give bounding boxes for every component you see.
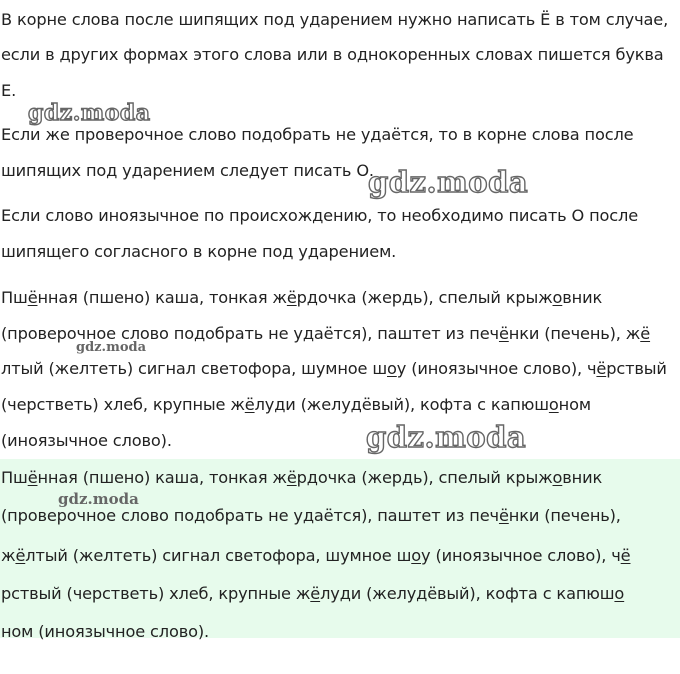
rule-text (0, 0, 680, 275)
underlined-letter: ё (620, 546, 631, 565)
text-segment: нная (пшено) каша, тонкая ж (37, 468, 287, 487)
watermark-logo: gdz.moda (368, 165, 529, 199)
text-segment: рствый (черстветь) хлеб, крупные ж (1, 584, 311, 603)
underlined-letter: о (548, 395, 559, 414)
answer-block (0, 459, 680, 641)
exercise-line (1, 286, 602, 310)
text-segment: вник (562, 288, 603, 307)
text-segment: вник (562, 468, 603, 487)
underlined-letter: ё (498, 506, 509, 525)
answer-line (1, 620, 209, 644)
underlined-letter: о (614, 584, 625, 603)
rule-line: Если слово иноязычное по происхождению, то необходимо писать О после (1, 206, 639, 225)
text-segment: лтый (желтеть) сигнал светофора, шумное ш (1, 359, 387, 378)
rule-line: В корне слова после шипящих под ударением нужно написать Ё в том случае, (1, 10, 669, 29)
text-segment: рдочка (жердь), спелый крыж (296, 468, 553, 487)
text-segment: (проверочное слово подобрать не удаётся), паштет из печ (1, 324, 499, 343)
text-segment: Пш (1, 288, 28, 307)
rule-line: если в других формах этого слова или в однокоренных словах пишется буква (1, 45, 664, 64)
rule-line: Если же проверочное слово подобрать не удаётся, то в корне слова после (1, 125, 634, 144)
text-segment: (проверочное слово подобрать не удаётся), паштет из печ (1, 506, 499, 525)
underlined-letter: о (552, 288, 563, 307)
text-segment: рдочка (жердь), спелый крыж (296, 288, 553, 307)
underlined-letter: ё (27, 288, 38, 307)
watermark-logo: gdz.moda (28, 100, 151, 126)
underlined-letter: ё (27, 468, 38, 487)
underlined-letter: о (411, 546, 422, 565)
text-segment: ж (1, 546, 16, 565)
text-segment: луди (желудёвый), кофта с капюш (254, 395, 549, 414)
text-segment: ном (иноязычное слово). (1, 622, 210, 641)
rule-line: шипящего согласного в корне под ударением. (1, 242, 397, 261)
exercise-text (0, 275, 680, 459)
underlined-letter: ё (286, 288, 297, 307)
underlined-letter: ё (640, 324, 651, 343)
text-segment: нки (печень), (508, 506, 621, 525)
text-segment: у (иноязычное слово), ч (421, 546, 621, 565)
text-segment: нная (пшено) каша, тонкая ж (37, 288, 287, 307)
underlined-letter: ё (310, 584, 321, 603)
underlined-letter: ё (244, 395, 255, 414)
exercise-line (1, 357, 667, 381)
watermark-logo: gdz.moda (366, 420, 527, 454)
text-segment: у (иноязычное слово), ч (396, 359, 597, 378)
watermark-logo: gdz.moda (58, 490, 139, 508)
exercise-line (1, 429, 172, 453)
text-segment: рствый (606, 359, 667, 378)
answer-line (1, 466, 602, 490)
text-segment: луди (желудёвый), кофта с капюш (320, 584, 615, 603)
watermark-logo: gdz.moda (76, 340, 147, 355)
text-segment: лтый (желтеть) сигнал светофора, шумное ш (25, 546, 412, 565)
underlined-letter: ё (596, 359, 607, 378)
underlined-letter: ё (15, 546, 26, 565)
text-segment: нки (печень), ж (508, 324, 641, 343)
text-segment: ном (558, 395, 591, 414)
text-segment: (иноязычное слово). (1, 431, 172, 450)
text-segment: (черстветь) хлеб, крупные ж (1, 395, 245, 414)
text-segment: Пш (1, 468, 28, 487)
underlined-letter: о (387, 359, 397, 378)
rule-line: Е. (1, 81, 17, 100)
answer-line (1, 582, 624, 606)
answer-line (1, 544, 630, 568)
exercise-line (1, 393, 591, 417)
underlined-letter: о (552, 468, 563, 487)
rule-line: шипящих под ударением следует писать О. (1, 161, 374, 180)
underlined-letter: ё (498, 324, 509, 343)
underlined-letter: ё (286, 468, 297, 487)
